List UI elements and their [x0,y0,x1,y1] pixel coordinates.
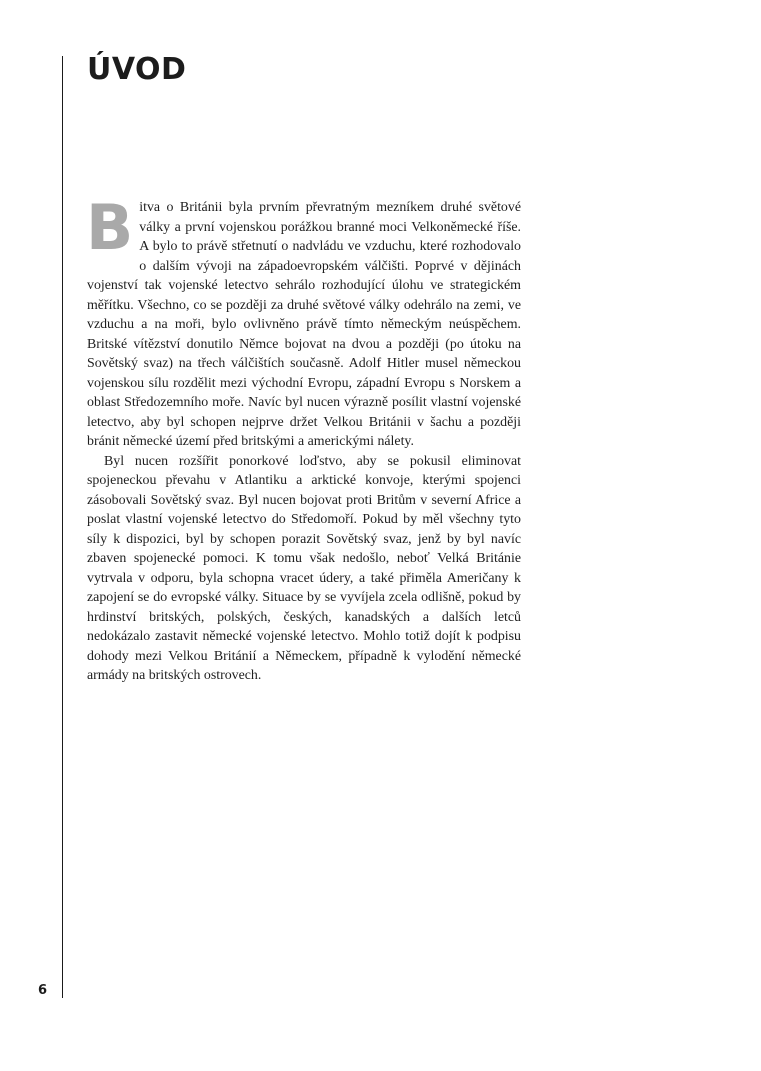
paragraph-1-text: itva o Británii byla prvním převratným mezníkem druhé světové války a první vojenskou porážkou branné moci Velkoněmecké říše. A bylo to právě střetnutí o nadvládu ve vzduchu, které rozhodovalo o dalším vývoji na západoevropském válčišti. Poprvé v dějinách vojenství tak vojenské letectvo sehrálo rozhodující úlohu ve strategickém měřítku. Všechno, co se později za druhé světové války odehrálo na zemi, ve vzduchu a na moři, bylo ovlivněno právě tímto německým neúspěchem. Britské vítězství donutilo Němce bojovat na dvou a později (po útoku na Sovětský svaz) na třech válčištích současně. Adolf Hitler musel německou vojenskou sílu rozdělit mezi východní Evropu, západní Evropu s Norskem a oblast Středozemního moře. Navíc byl nucen výrazně posílit vlastní vojenské letectvo, aby byl schopen nejprve držet Velkou Británii v šachu a později bránit německé území před britskými a americkými nálety. [87,200,521,449]
drop-cap: B [86,191,134,264]
chapter-title: ÚVOD [87,52,187,87]
chapter-body [86,191,521,686]
paragraph-2: Byl nucen rozšířit ponorkové loďstvo, aby se pokusil eliminovat spojeneckou převahu v Atlantiku a arktické konvoje, kterými spojenci zásobovali Sovětský svaz. Byl nucen bojovat proti Britům v severní Africe a poslat vlastní vojenské letectvo do Středomoří. Pokud by měl všechny tyto síly k dispozici, byl by schopen porazit Sovětský svaz, jenž by byl navíc zbaven spojenecké pomoci. K tomu však nedošlo, neboť Velká Británie vytrvala v odporu, byla schopna vracet údery, a také přiměla Američany k zapojení se do evropské války. Situace by se vyvíjela zcela odlišně, pokud by hrdinství britských, polských, českých, kanadských a dalších letců nedokázalo zastavit německé vojenské letectvo. Mohlo totiž dojít k podpisu dohody mezi Velkou Británií a Německem, případně k vylodění německé armády na britských ostrovech. [87,453,521,683]
margin-rule [62,56,63,998]
page-number: 6 [38,983,48,998]
paragraph-1 [86,191,521,452]
